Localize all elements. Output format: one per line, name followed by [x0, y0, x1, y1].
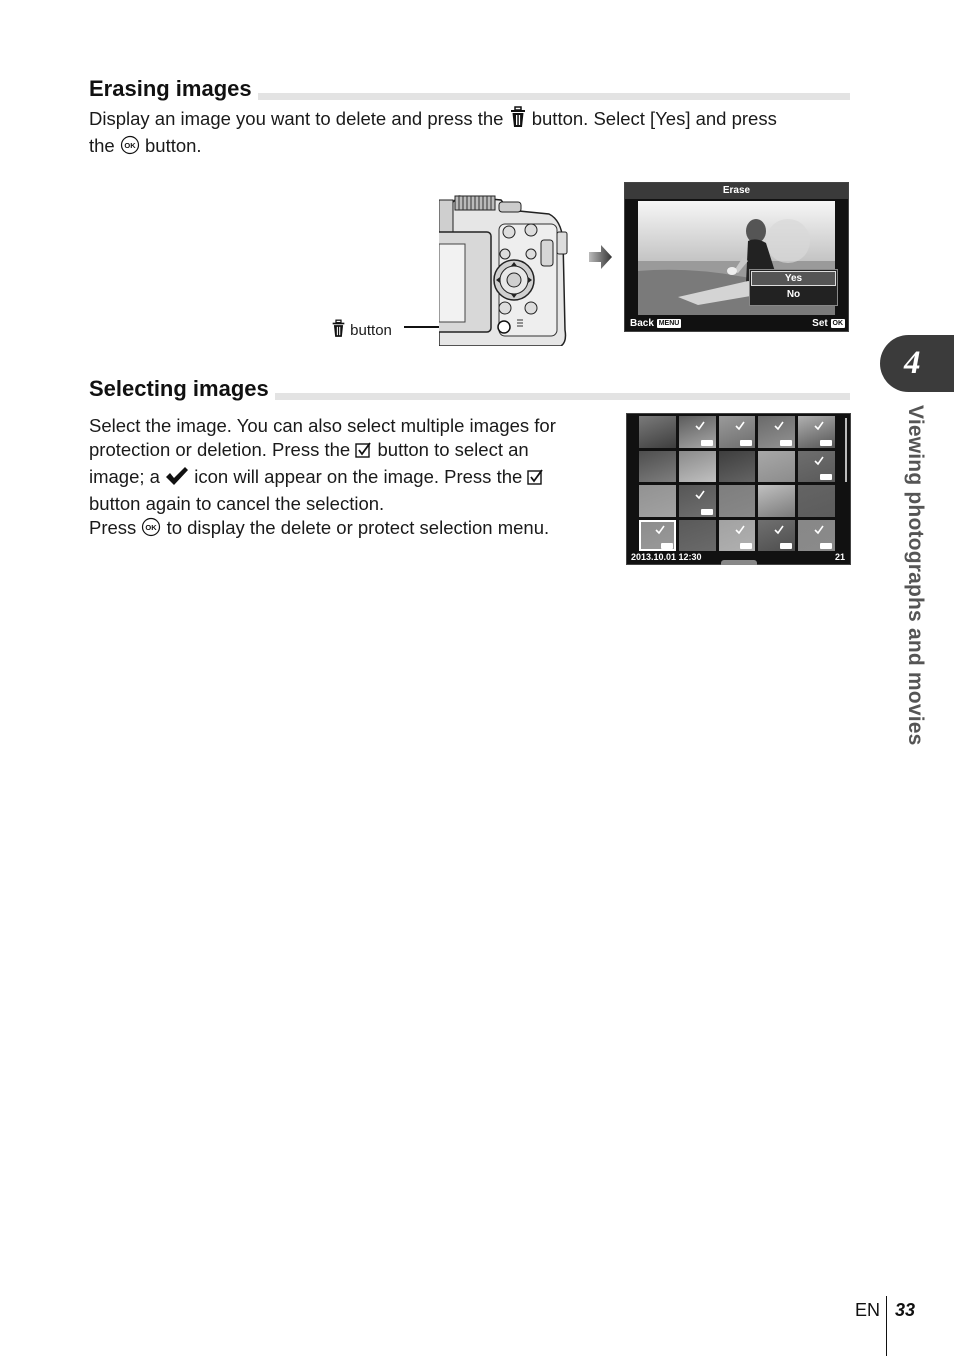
- selected-check-icon: [814, 522, 824, 540]
- selected-check-icon: [655, 522, 665, 540]
- erasing-paragraph: [89, 106, 859, 161]
- protect-key-icon: [740, 543, 752, 549]
- erasing-text-1a: Display an image you want to delete and press the: [89, 108, 504, 129]
- erasing-images-heading: [89, 74, 850, 100]
- chapter-title: Viewing photographs and movies: [904, 405, 927, 746]
- erasing-text-2a: the: [89, 135, 115, 156]
- footer-language: EN: [855, 1300, 881, 1320]
- protect-key-icon: [820, 543, 832, 549]
- camera-back-illustration: [439, 180, 574, 346]
- datetime: 2013.10.01 12:30: [631, 552, 702, 562]
- heading-text: Erasing images: [89, 76, 258, 102]
- protect-key-icon: [701, 440, 713, 446]
- selecting-text-5a: Press: [89, 517, 137, 538]
- selecting-text-2b: button to select an: [377, 439, 529, 460]
- selecting-text-2a: protection or deletion. Press the: [89, 439, 351, 460]
- protect-key-icon: [780, 543, 792, 549]
- trash-icon: [331, 319, 346, 342]
- back-hint: Back MENU: [630, 318, 680, 329]
- selecting-text-3b: icon will appear on the image. Press the: [194, 466, 523, 487]
- scrollbar[interactable]: [845, 418, 847, 482]
- selecting-text-3a: image; a: [89, 466, 160, 487]
- index-view-screen: [626, 413, 851, 565]
- page-number: 33: [895, 1300, 916, 1320]
- thumbnail[interactable]: [758, 485, 795, 517]
- erase-option-no[interactable]: No: [786, 289, 801, 300]
- erase-option-yes[interactable]: Yes: [751, 271, 836, 286]
- selected-check-icon: [695, 418, 705, 436]
- erasing-text-2b: button.: [145, 135, 202, 156]
- scroll-up-tab[interactable]: [721, 560, 757, 565]
- svg-text:OK: OK: [124, 141, 136, 150]
- checkbox-icon: [355, 441, 372, 465]
- callout-label: button: [350, 322, 392, 339]
- checkbox-icon: [527, 468, 544, 492]
- svg-text:OK: OK: [145, 523, 158, 532]
- thumbnail[interactable]: [719, 485, 756, 517]
- selected-check-icon: [695, 487, 705, 505]
- ok-tag: OK: [832, 320, 843, 327]
- checkmark-icon: [165, 466, 189, 492]
- selecting-paragraph: [89, 414, 614, 543]
- thumbnail[interactable]: [798, 451, 835, 483]
- thumbnail[interactable]: [719, 416, 756, 448]
- selected-check-icon: [774, 522, 784, 540]
- erase-screen-footer: [625, 316, 848, 331]
- protect-key-icon: [820, 474, 832, 480]
- selecting-text-1: Select the image. You can also select multiple images for: [89, 415, 556, 436]
- trash-icon: [509, 106, 527, 134]
- selected-check-icon: [774, 418, 784, 436]
- erase-menu: [749, 269, 838, 306]
- frame-number: 21: [834, 552, 845, 562]
- set-hint: Set OK: [812, 318, 843, 329]
- protect-key-icon: [701, 509, 713, 515]
- thumbnail[interactable]: [639, 451, 676, 483]
- trash-button-callout: [331, 319, 392, 342]
- selected-check-icon: [814, 453, 824, 471]
- protect-key-icon: [740, 440, 752, 446]
- thumbnail[interactable]: [679, 416, 716, 448]
- erase-screen: [624, 182, 849, 332]
- thumbnail[interactable]: [798, 485, 835, 517]
- selected-check-icon: [814, 418, 824, 436]
- protect-key-icon: [661, 543, 673, 549]
- thumbnail[interactable]: [679, 485, 716, 517]
- selecting-text-4: button again to cancel the selection.: [89, 493, 385, 514]
- selecting-images-heading: [89, 374, 850, 400]
- thumbnail[interactable]: [798, 520, 835, 552]
- thumbnail[interactable]: [639, 416, 676, 448]
- protect-key-icon: [820, 440, 832, 446]
- thumbnail[interactable]: [719, 520, 756, 552]
- thumbnail-grid: [639, 416, 835, 551]
- erase-screen-title: Erase: [625, 183, 848, 199]
- heading-text: Selecting images: [89, 376, 275, 402]
- thumbnail[interactable]: [758, 520, 795, 552]
- thumbnail[interactable]: [798, 416, 835, 448]
- thumbnail[interactable]: [679, 451, 716, 483]
- selected-check-icon: [735, 418, 745, 436]
- menu-tag: MENU: [658, 320, 680, 327]
- thumbnail[interactable]: [758, 416, 795, 448]
- chapter-tab: [880, 335, 954, 392]
- thumbnail[interactable]: [679, 520, 716, 552]
- chapter-number: 4: [904, 345, 921, 381]
- ok-button-icon: [120, 135, 140, 161]
- erasing-text-1b: button. Select [Yes] and press: [531, 108, 777, 129]
- selected-check-icon: [735, 522, 745, 540]
- thumbnail[interactable]: [639, 485, 676, 517]
- selecting-text-5b: to display the delete or protect selection menu.: [166, 517, 550, 538]
- arrow-right-icon: [589, 243, 613, 276]
- thumbnail[interactable]: [639, 520, 676, 552]
- thumbnail[interactable]: [719, 451, 756, 483]
- thumbnail[interactable]: [758, 451, 795, 483]
- protect-key-icon: [780, 440, 792, 446]
- footer-divider: [886, 1296, 887, 1356]
- ok-button-icon: [141, 517, 161, 543]
